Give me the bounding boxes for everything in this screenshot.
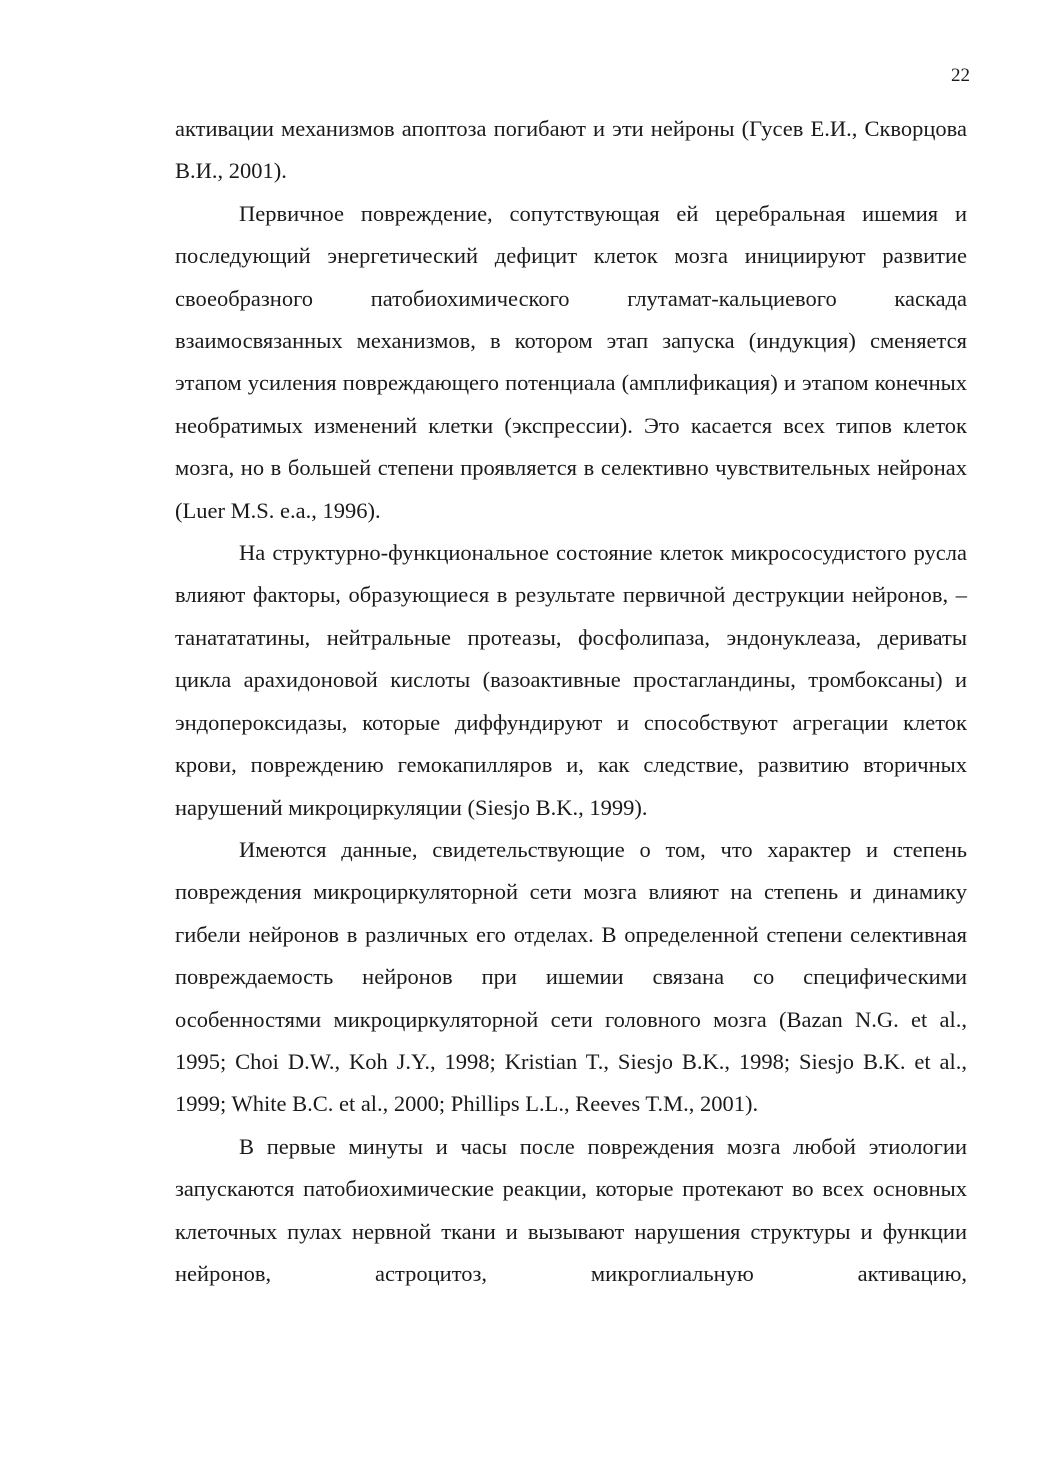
paragraph-2: Первичное повреждение, сопутствующая ей церебральная ишемия и последующий энергетический дефицит клеток мозга инициируют развитие своеобразного патобиохимического глутамат-кальциевого каскада взаимосвязанных механизмов, в котором этап запуска (индукция) сменяется этапом усиления повреждающего потенциала (амплификация) и этапом конечных необратимых изменений клетки (экспрессии). Это касается всех типов клеток мозга, но в большей степени проявляется в селективно чувствительных нейронах (Luer M.S. e.a., 1996).	[175, 200, 967, 523]
page-number: 22	[951, 65, 970, 86]
paragraph-4: Имеются данные, свидетельствующие о том, что характер и степень повреждения микроциркуляторной сети мозга влияют на степень и динамику гибели нейронов в различных его отделах. В определенной степени селективная повреждаемость нейронов при ишемии связана со специфическими особенностями микроциркуляторной сети головного мозга (Bazan N.G. et al., 1995; Choi D.W., Koh J.Y., 1998; Kristian T., Siesjo B.K., 1998; Siesjo B.K. et al., 1999; White B.C. et al., 2000; Phillips L.L., Reeves T.M., 2001).	[175, 836, 967, 1117]
paragraph-3: На структурно-функциональное состояние клеток микрососудистого русла влияют факторы, образующиеся в результате первичной деструкции нейронов, – танатататины, нейтральные протеазы, фосфолипаза, эндонуклеаза, дериваты цикла арахидоновой кислоты (вазоактивные простагландины, тромбоксаны) и эндопероксидазы, которые диффундируют и способствуют агрегации клеток крови, повреждению гемокапилляров и, как следствие, развитию вторичных нарушений микроциркуляции (Siesjo B.K., 1999).	[175, 540, 967, 820]
document-body	[175, 108, 967, 1295]
paragraph-1: активации механизмов апоптоза погибают и эти нейроны (Гусев Е.И., Скворцова В.И., 2001).	[175, 116, 967, 184]
paragraph-5: В первые минуты и часы после повреждения мозга любой этиологии запускаются патобиохимические реакции, которые протекают во всех основных клеточных пулах нервной ткани и вызывают нарушения структуры и функции нейронов, астроцитоз, микроглиальную активацию,	[175, 1133, 967, 1286]
